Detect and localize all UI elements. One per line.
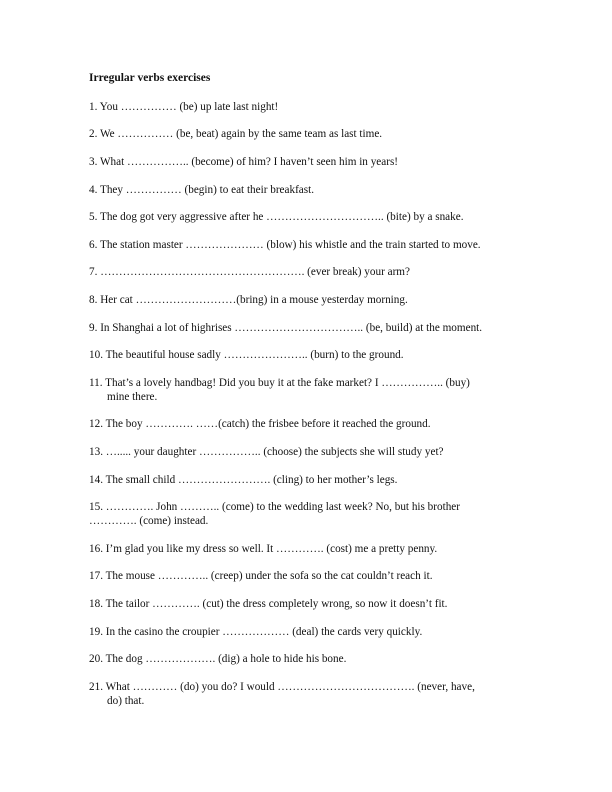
exercise-text: 19. In the casino the croupier ……………… (deal) the cards very quickly. xyxy=(89,626,423,638)
exercise-text: 14. The small child ……………………. (cling) to her mother’s legs. xyxy=(89,474,398,486)
exercise-text-continued: mine there. xyxy=(107,391,158,403)
exercise-text: 13. …..... your daughter …………….. (choose) the subjects she will study yet? xyxy=(89,446,444,458)
exercise-text: 12. The boy …………. ……(catch) the frisbee before it reached the ground. xyxy=(89,418,431,430)
exercise-item-17 xyxy=(89,569,529,583)
exercise-text: 18. The tailor …………. (cut) the dress completely wrong, so now it doesn’t fit. xyxy=(89,598,448,610)
exercise-text: 21. What ………… (do) you do? I would ………………………………. (never, have, xyxy=(89,681,475,693)
exercise-text: 2. We …………… (be, beat) again by the same team as last time. xyxy=(89,128,383,140)
exercise-item-12 xyxy=(89,417,529,431)
exercise-item-4 xyxy=(89,183,529,197)
exercise-text: 7. ………………………………………………. (ever break) your arm? xyxy=(89,266,410,278)
page-title: Irregular verbs exercises xyxy=(89,72,211,84)
exercise-item-5 xyxy=(89,210,529,224)
exercise-text: 17. The mouse ………….. (creep) under the sofa so the cat couldn’t reach it. xyxy=(89,570,433,582)
exercise-text-continued: do) that. xyxy=(107,695,145,707)
exercise-text: 4. They …………… (begin) to eat their breakfast. xyxy=(89,184,315,196)
exercise-item-9 xyxy=(89,321,529,335)
exercise-text: 1. You …………… (be) up late last night! xyxy=(89,101,279,113)
exercise-text: 11. That’s a lovely handbag! Did you buy it at the fake market? I …………….. (buy) xyxy=(89,377,470,389)
exercise-item-2 xyxy=(89,127,529,141)
exercise-text: 6. The station master ………………… (blow) his whistle and the train started to move. xyxy=(89,239,481,251)
exercise-item-7 xyxy=(89,265,529,279)
exercise-item-6 xyxy=(89,238,529,252)
exercise-text: 9. In Shanghai a lot of highrises …………………………….. (be, build) at the moment. xyxy=(89,322,483,334)
exercise-text: 16. I’m glad you like my dress so well. It …………. (cost) me a pretty penny. xyxy=(89,543,438,555)
exercise-item-21 xyxy=(89,680,529,708)
exercise-item-14 xyxy=(89,473,529,487)
exercise-text-continued: …………. (come) instead. xyxy=(89,515,209,527)
exercise-item-8 xyxy=(89,293,529,307)
exercise-text: 5. The dog got very aggressive after he ………………………….. (bite) by a snake. xyxy=(89,211,464,223)
exercise-text: 15. …………. John ……….. (come) to the wedding last week? No, but his brother xyxy=(89,501,460,513)
exercise-item-3 xyxy=(89,155,529,169)
exercise-item-16 xyxy=(89,542,529,556)
exercise-item-19 xyxy=(89,625,529,639)
exercise-text: 10. The beautiful house sadly ………………….. (burn) to the ground. xyxy=(89,349,404,361)
exercise-text: 3. What …………….. (become) of him? I haven’t seen him in years! xyxy=(89,156,399,168)
exercise-text: 20. The dog ………………. (dig) a hole to hide his bone. xyxy=(89,653,347,665)
exercise-item-1 xyxy=(89,100,529,114)
exercise-item-11 xyxy=(89,376,529,404)
exercise-item-18 xyxy=(89,597,529,611)
exercise-item-10 xyxy=(89,348,529,362)
exercise-item-20 xyxy=(89,652,529,666)
exercise-item-13 xyxy=(89,445,529,459)
exercise-item-15 xyxy=(89,500,529,528)
exercise-text: 8. Her cat ………………………(bring) in a mouse yesterday morning. xyxy=(89,294,408,306)
